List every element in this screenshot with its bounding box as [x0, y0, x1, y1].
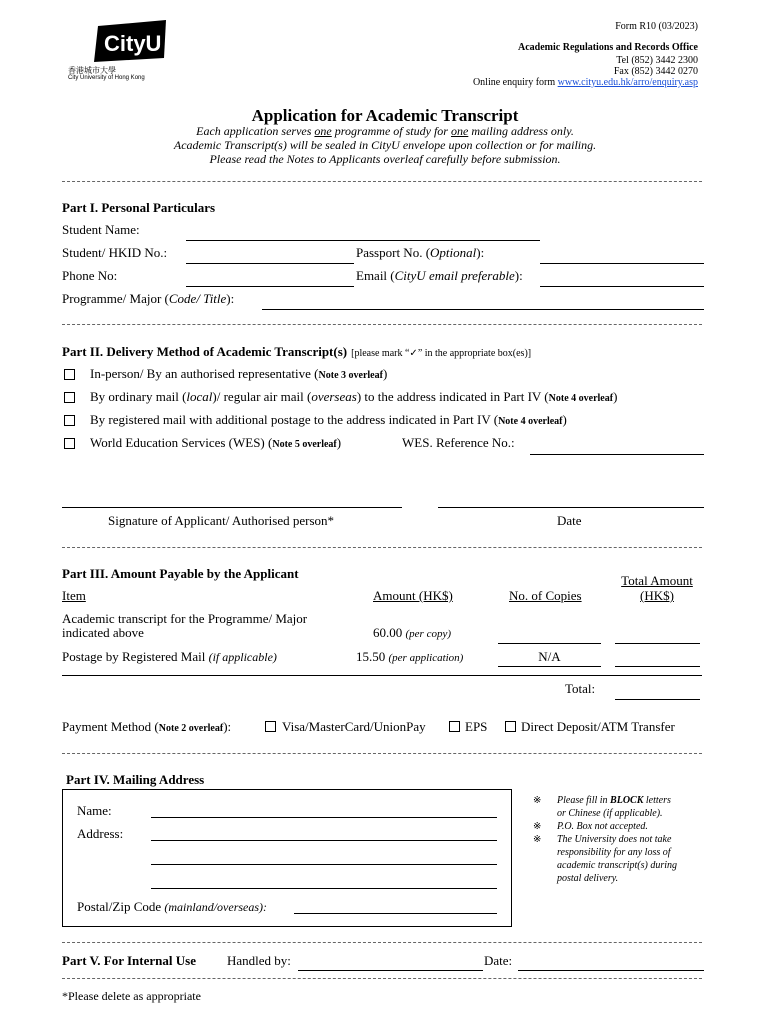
- note3-line1: The University does not take: [557, 834, 672, 845]
- programme-label: [62, 291, 234, 307]
- row2-amount-unit: (per application): [388, 652, 464, 664]
- programme-field[interactable]: [262, 309, 704, 310]
- row2-item-cond: (if applicable): [208, 650, 277, 664]
- note1-line1: [557, 795, 671, 806]
- programme-label-c: ):: [226, 291, 235, 306]
- row2-amount: [356, 649, 463, 665]
- grand-total-field[interactable]: [615, 699, 700, 700]
- pay-deposit-label: Direct Deposit/ATM Transfer: [521, 719, 675, 734]
- note-symbol-2: ※: [533, 821, 542, 832]
- option-registered-mail: [90, 412, 567, 428]
- postal-label-b: (mainland/overseas):: [164, 900, 268, 914]
- title-line1: [0, 124, 770, 139]
- row2-amount-value: 15.50: [356, 649, 386, 664]
- option-wes-note: Note 5 overleaf: [272, 439, 337, 450]
- row1-total-field[interactable]: [615, 643, 700, 644]
- enquiry-line: [473, 77, 698, 88]
- row1-item-line1: Academic transcript for the Programme/ Major: [62, 611, 308, 626]
- checkbox-visa[interactable]: [265, 721, 276, 732]
- option-ordinary-mail-local: local: [186, 389, 213, 404]
- option-ordinary-mail-note: Note 4 overleaf: [548, 393, 614, 404]
- mail-address-field-3[interactable]: [151, 888, 497, 889]
- email-label-c: ):: [514, 268, 523, 283]
- part2-heading: Part II. Delivery Method of Academic Transcript(s): [62, 344, 348, 359]
- col-item: Item: [62, 588, 86, 603]
- internal-date-field[interactable]: [518, 970, 704, 971]
- option-registered-mail-end: ): [562, 412, 567, 427]
- handled-field[interactable]: [298, 970, 483, 971]
- checkbox-in-person[interactable]: [64, 369, 75, 380]
- internal-date-label: Date:: [484, 953, 513, 968]
- part1-heading: Part I. Personal Particulars: [62, 200, 216, 215]
- postal-field[interactable]: [294, 913, 497, 914]
- divider: [62, 324, 702, 325]
- check-mark-icon: ✓: [409, 348, 418, 359]
- mail-name-field[interactable]: [151, 817, 497, 818]
- office-tel: Tel (852) 3442 2300: [616, 55, 698, 66]
- row2-copies: N/A: [538, 649, 561, 664]
- mail-name-label: Name:: [77, 803, 112, 818]
- pay-eps-label: EPS: [465, 719, 488, 734]
- checkbox-direct-deposit[interactable]: [505, 721, 516, 732]
- row2-item-text: Postage by Registered Mail: [62, 649, 206, 664]
- row1-item-line2: indicated above: [62, 625, 144, 640]
- row2-total-field[interactable]: [615, 666, 700, 667]
- office-name: Academic Regulations and Records Office: [518, 42, 698, 53]
- part2-hint-a: [please mark “: [351, 348, 410, 359]
- divider: [62, 753, 702, 754]
- email-label-b: CityU email preferable: [394, 268, 515, 283]
- option-ordinary-mail-overseas: overseas: [311, 389, 357, 404]
- phone-field[interactable]: [186, 286, 354, 287]
- signature-field[interactable]: [62, 507, 402, 508]
- sign-date-label: Date: [557, 513, 582, 528]
- programme-label-a: Programme/ Major (: [62, 291, 169, 306]
- note1-b: BLOCK: [610, 795, 644, 806]
- checkbox-ordinary-mail[interactable]: [64, 392, 75, 403]
- option-in-person-end: ): [382, 366, 388, 381]
- col-copies: No. of Copies: [509, 588, 582, 603]
- checkbox-wes[interactable]: [64, 438, 75, 449]
- cityu-logo: [68, 18, 178, 86]
- page-title: Application for Academic Transcript: [251, 106, 519, 125]
- note1-line2: or Chinese (if applicable).: [557, 808, 663, 819]
- row2-item: [62, 649, 277, 665]
- option-ordinary-mail: [90, 389, 617, 405]
- option-wes-text: World Education Services (WES) (: [90, 435, 273, 450]
- row1-amount: [373, 625, 451, 641]
- pay-visa-label: Visa/MasterCard/UnionPay: [282, 719, 426, 734]
- title-line1-b: programme of study for: [331, 124, 451, 138]
- form-number: Form R10 (03/2023): [615, 21, 698, 32]
- sign-date-field[interactable]: [438, 507, 704, 508]
- divider: [62, 547, 702, 548]
- option-in-person-text: In-person/ By an authorised representative (: [90, 366, 319, 381]
- note3-line2: responsibility for any loss of: [557, 847, 671, 858]
- payment-note: Note 2 overleaf: [158, 723, 224, 734]
- note-symbol-3: ※: [533, 834, 542, 845]
- wes-ref-field[interactable]: [530, 454, 704, 455]
- title-line3: Please read the Notes to Applicants overleaf carefully before submission.: [209, 152, 561, 166]
- email-label: [356, 268, 523, 284]
- postal-label-a: Postal/Zip Code: [77, 899, 165, 914]
- email-field[interactable]: [540, 286, 704, 287]
- title-line1-c: mailing address only.: [468, 124, 574, 138]
- office-fax: Fax (852) 3442 0270: [613, 66, 698, 77]
- payment-label-a: Payment Method (: [62, 719, 159, 734]
- option-in-person: [90, 366, 387, 382]
- mail-address-field-1[interactable]: [151, 840, 497, 841]
- option-ordinary-mail-end: ): [613, 389, 618, 404]
- part4-heading: Part IV. Mailing Address: [66, 772, 205, 787]
- enquiry-label: Online enquiry form: [472, 77, 556, 88]
- row1-copies-field[interactable]: [498, 643, 601, 644]
- part2-heading-row: [62, 343, 531, 361]
- option-ordinary-mail-c: ) to the address indicated in Part IV (: [356, 389, 549, 404]
- title-line2: Academic Transcript(s) will be sealed in CityU envelope upon collection or for mailing.: [173, 138, 597, 152]
- part3-heading: Part III. Amount Payable by the Applicant: [62, 566, 299, 581]
- email-label-a: Email (: [356, 268, 395, 283]
- programme-label-b: Code/ Title: [168, 291, 227, 306]
- passport-field[interactable]: [540, 263, 704, 264]
- table-rule: [62, 675, 702, 676]
- student-name-label: Student Name:: [62, 222, 140, 237]
- passport-label: [356, 245, 484, 261]
- student-name-field[interactable]: [186, 240, 540, 241]
- option-registered-mail-note: Note 4 overleaf: [498, 416, 563, 427]
- divider: [62, 181, 702, 182]
- part5-heading: Part V. For Internal Use: [62, 953, 196, 968]
- option-wes-end: ): [336, 435, 342, 450]
- phone-label: Phone No:: [62, 268, 118, 283]
- note3-line3: academic transcript(s) during: [557, 860, 677, 871]
- payment-label: [62, 719, 231, 735]
- logo-chinese: 香港城市大學: [68, 66, 116, 75]
- note-symbol-1: ※: [533, 795, 542, 806]
- title-line1-a: Each application serves: [196, 124, 315, 138]
- payment-label-end: ):: [223, 719, 232, 734]
- note3-line4: postal delivery.: [557, 873, 619, 884]
- note1-c: letters: [643, 795, 671, 806]
- part2-hint: [351, 348, 531, 359]
- col-amount: Amount (HK$): [373, 588, 453, 603]
- option-registered-mail-text: By registered mail with additional postage to the address indicated in Part IV (: [90, 412, 499, 427]
- passport-label-a: Passport No. (: [356, 245, 431, 260]
- note2: P.O. Box not accepted.: [557, 821, 648, 832]
- option-ordinary-mail-b: )/ regular air mail (: [212, 389, 312, 404]
- wes-ref-label: WES. Reference No.:: [402, 435, 515, 450]
- signature-label: Signature of Applicant/ Authorised person*: [108, 513, 335, 528]
- row1-amount-value: 60.00: [373, 625, 403, 640]
- mail-address-field-2[interactable]: [151, 864, 497, 865]
- title-line1-one2: one: [450, 124, 469, 138]
- logo-english: City University of Hong Kong: [68, 75, 145, 81]
- checkbox-eps[interactable]: [449, 721, 460, 732]
- option-wes: [90, 435, 341, 451]
- col-total-line2: (HK$): [640, 588, 674, 603]
- row1-amount-unit: (per copy): [405, 628, 452, 640]
- option-in-person-note: Note 3 overleaf: [318, 370, 383, 381]
- logo-text: CityU: [104, 31, 162, 56]
- part2-hint-b: ” in the appropriate box(es)]: [417, 348, 532, 359]
- enquiry-link[interactable]: www.cityu.edu.hk/arro/enquiry.asp: [557, 77, 698, 88]
- handled-label: Handled by:: [227, 953, 291, 968]
- row2-copies-line: [498, 666, 601, 667]
- passport-label-c: ):: [476, 245, 485, 260]
- total-label: Total:: [565, 681, 596, 696]
- footnote: *Please delete as appropriate: [62, 989, 201, 1003]
- note1-a: Please fill in: [557, 795, 611, 806]
- postal-label: [77, 899, 267, 915]
- passport-label-b: Optional: [430, 245, 477, 260]
- divider: [62, 942, 702, 943]
- mail-address-label: Address:: [77, 826, 124, 841]
- checkbox-registered-mail[interactable]: [64, 415, 75, 426]
- option-ordinary-mail-a: By ordinary mail (: [90, 389, 187, 404]
- hkid-label: Student/ HKID No.:: [62, 245, 168, 260]
- title-line1-one1: one: [314, 124, 332, 138]
- hkid-field[interactable]: [186, 263, 354, 264]
- divider: [62, 978, 702, 979]
- col-total-line1: Total Amount: [621, 573, 693, 588]
